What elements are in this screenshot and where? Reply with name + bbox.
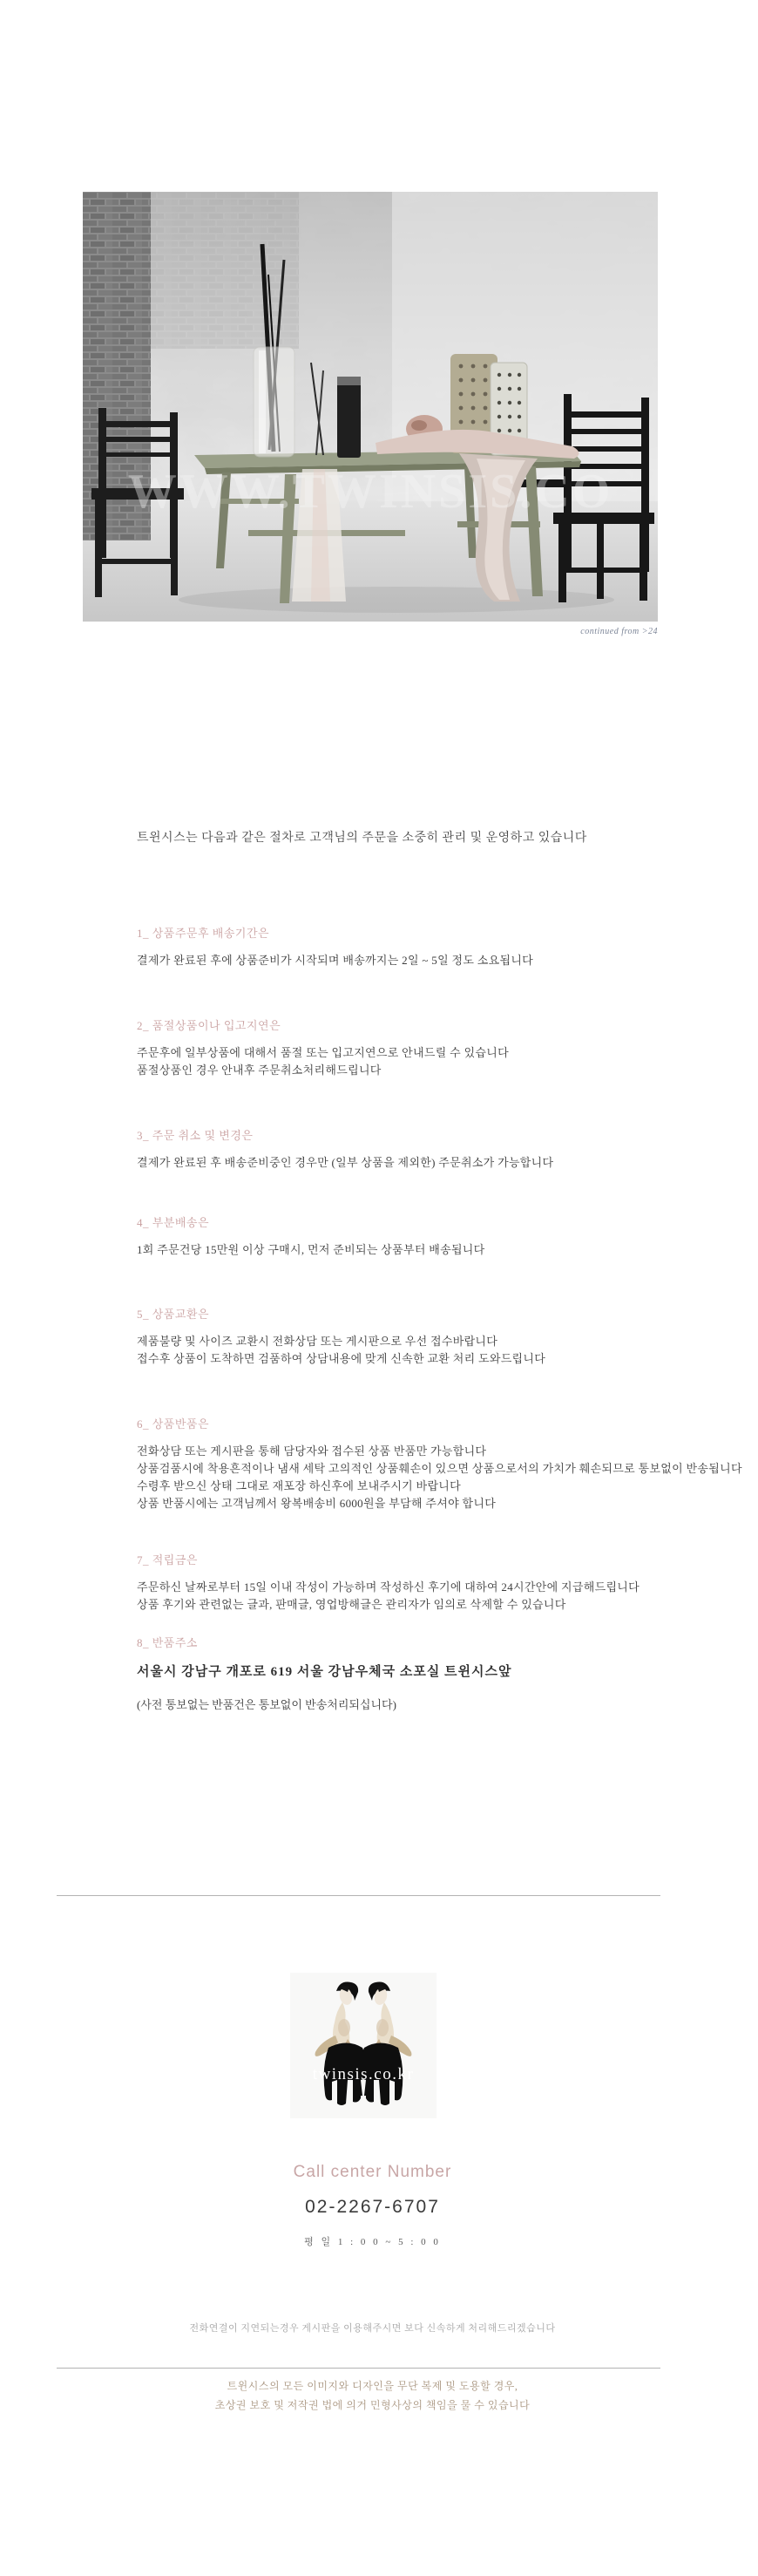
board-notice: 전화연결이 지연되는경우 게시판을 이용해주시면 보다 신속하게 처리해드리겠습니다 xyxy=(189,2323,556,2334)
section-reward-points xyxy=(137,1551,758,1614)
hero-photo xyxy=(83,192,658,622)
section-line: 주문후에 일부상품에 대해서 품절 또는 입고지연으로 안내드릴 수 있습니다 xyxy=(137,1046,509,1059)
section-heading: 3_ 주문 취소 및 변경은 xyxy=(137,1129,254,1142)
phone-number: 02-2267-6707 xyxy=(305,2197,440,2217)
section-heading: 6_ 상품반품은 xyxy=(137,1417,210,1431)
brand-logo xyxy=(290,1973,437,2118)
section-heading: 1_ 상품주문후 배송기간은 xyxy=(137,927,270,940)
return-address: 서울시 강남구 개포로 619 서울 강남우체국 소포실 트윈시스앞 xyxy=(137,1665,512,1679)
section-cancel-change xyxy=(137,1126,758,1172)
section-heading: 8_ 반품주소 xyxy=(137,1636,198,1649)
interior-scene-illustration xyxy=(83,192,658,622)
section-line: 결제가 완료된 후에 상품준비가 시작되며 배송까지는 2일 ~ 5일 정도 소요됩니다 xyxy=(137,954,534,967)
section-heading: 2_ 품절상품이나 입고지연은 xyxy=(137,1019,281,1032)
section-line: 1회 주문건당 15만원 이상 구매시, 먼저 준비되는 상품부터 배송됩니다 xyxy=(137,1243,485,1256)
section-line: 수령후 받으신 상태 그대로 재포장 하신후에 보내주시기 바랍니다 xyxy=(137,1479,462,1492)
section-soldout-delay xyxy=(137,1016,758,1079)
business-hours: 평 일 1 : 0 0 ~ 5 : 0 0 xyxy=(304,2237,441,2247)
section-heading: 5_ 상품교환은 xyxy=(137,1308,210,1321)
call-center-block xyxy=(57,2163,688,2335)
section-delivery-period xyxy=(137,924,758,969)
copyright-line: 트윈시스의 모든 이미지와 디자인을 무단 복제 및 도용할 경우, xyxy=(227,2380,518,2392)
section-heading: 4_ 부분배송은 xyxy=(137,1216,210,1229)
section-line: 상품 반품시에는 고객님께서 왕복배송비 6000원을 부담해 주셔야 합니다 xyxy=(137,1497,497,1510)
section-exchange xyxy=(137,1305,758,1368)
section-line: 결제가 완료된 후 배송준비중인 경우만 (일부 상품을 제외한) 주문취소가 가능합니다 xyxy=(137,1156,554,1169)
copyright-notice xyxy=(57,2376,688,2415)
return-address-note: (사전 통보없는 반품건은 통보없이 반송처리되십니다) xyxy=(137,1698,396,1711)
logo-text: twinsis.co.kr xyxy=(312,2065,415,2083)
section-line: 상품 후기와 관련없는 글과, 판매글, 영업방해글은 관리자가 임의로 삭제할 수 있습니다 xyxy=(137,1598,566,1611)
section-line: 제품불량 및 사이즈 교환시 전화상담 또는 게시판으로 우선 접수바랍니다 xyxy=(137,1335,498,1348)
section-heading: 7_ 적립금은 xyxy=(137,1553,198,1567)
intro-text: 트윈시스는 다음과 같은 절차로 고객님의 주문을 소중히 관리 및 운영하고 있습니다 xyxy=(137,832,587,845)
section-return-address xyxy=(137,1634,758,1712)
section-line: 주문하신 날짜로부터 15일 이내 작성이 가능하며 작성하신 후기에 대하여 24시간안에 지급해드립니다 xyxy=(137,1580,640,1594)
footer-divider xyxy=(57,2368,660,2369)
photo-watermark: WWW.TWINSIS.CO xyxy=(127,465,613,519)
call-center-label: Call center Number xyxy=(293,2163,452,2181)
section-partial-shipping xyxy=(137,1213,758,1259)
content-divider xyxy=(57,1895,660,1896)
section-line: 접수후 상품이 도착하면 검품하여 상담내용에 맞게 신속한 교환 처리 도와드립니다 xyxy=(137,1352,546,1365)
section-line: 상품검품시에 착용흔적이나 냄새 세탁 고의적인 상품훼손이 있으면 상품으로서의 가치가 훼손되므로 통보없이 반송됩니다 xyxy=(137,1462,742,1475)
section-return xyxy=(137,1415,758,1512)
section-line: 전화상담 또는 게시판을 통해 담당자와 접수된 상품 반품만 가능합니다 xyxy=(137,1444,487,1458)
twins-illustration xyxy=(290,1973,437,2118)
photo-caption: continued from >24 xyxy=(580,627,658,636)
section-line: 품절상품인 경우 안내후 주문취소처리해드립니다 xyxy=(137,1064,382,1077)
copyright-line: 초상권 보호 및 저작권 법에 의거 민형사상의 책임을 물 수 있습니다 xyxy=(214,2399,531,2411)
